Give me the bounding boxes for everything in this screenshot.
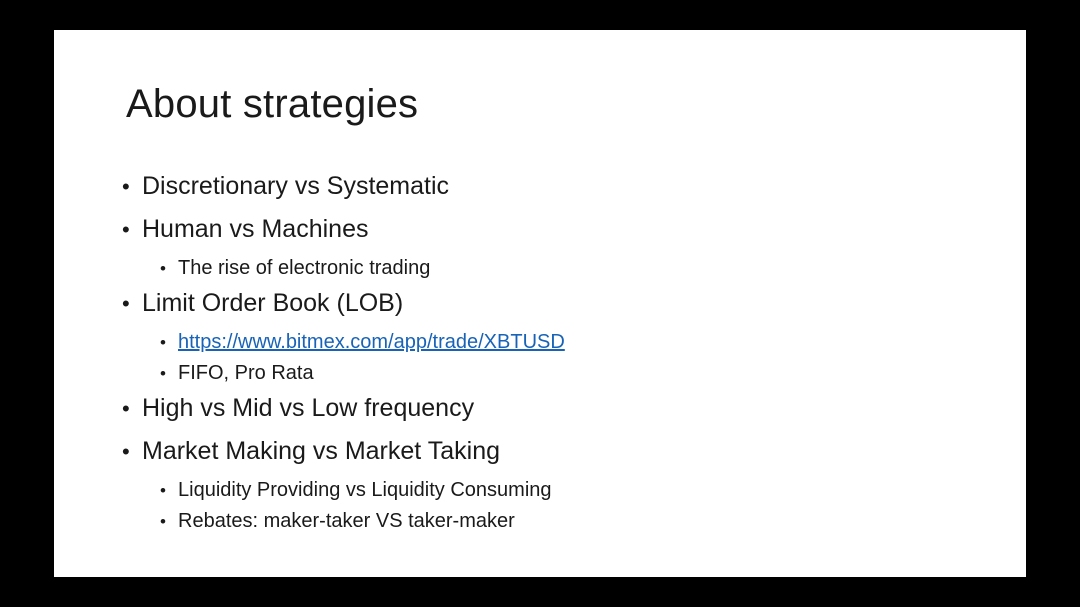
slide-bullet-list xyxy=(122,168,982,538)
bullet-icon: • xyxy=(160,364,166,383)
list-item-label: High vs Mid vs Low frequency xyxy=(142,394,475,422)
page-title: About strategies xyxy=(126,82,419,126)
list-item xyxy=(122,168,982,205)
bullet-icon: • xyxy=(122,396,130,421)
list-item-label: Limit Order Book (LOB) xyxy=(142,289,404,317)
sub-list-item-label: Rebates: maker-taker VS taker-maker xyxy=(178,510,515,532)
bullet-icon: • xyxy=(122,439,130,464)
list-item xyxy=(122,211,982,248)
bullet-icon: • xyxy=(122,174,130,199)
bullet-icon: • xyxy=(122,291,130,316)
list-item xyxy=(122,285,982,322)
bullet-icon: • xyxy=(122,217,130,242)
list-item xyxy=(122,433,982,470)
sub-list-item xyxy=(122,359,982,388)
list-item-label: Market Making vs Market Taking xyxy=(142,437,500,465)
hyperlink-bitmex[interactable]: https://www.bitmex.com/app/trade/XBTUSD xyxy=(178,331,565,353)
bullet-icon: • xyxy=(160,512,166,531)
sub-list-item-label: FIFO, Pro Rata xyxy=(178,362,314,384)
sub-list-item xyxy=(122,328,982,357)
list-item-label: Discretionary vs Systematic xyxy=(142,172,450,200)
sub-list-item xyxy=(122,476,982,505)
bullet-icon: • xyxy=(160,259,166,278)
list-item xyxy=(122,390,982,427)
bullet-icon: • xyxy=(160,481,166,500)
sub-list-item-label: The rise of electronic trading xyxy=(178,257,431,279)
sub-list-item xyxy=(122,254,982,283)
bullet-icon: • xyxy=(160,333,166,352)
sub-list-item-label: Liquidity Providing vs Liquidity Consuming xyxy=(178,479,552,501)
list-item-label: Human vs Machines xyxy=(142,215,369,243)
sub-list-item xyxy=(122,507,982,536)
slide-canvas xyxy=(54,30,1026,577)
